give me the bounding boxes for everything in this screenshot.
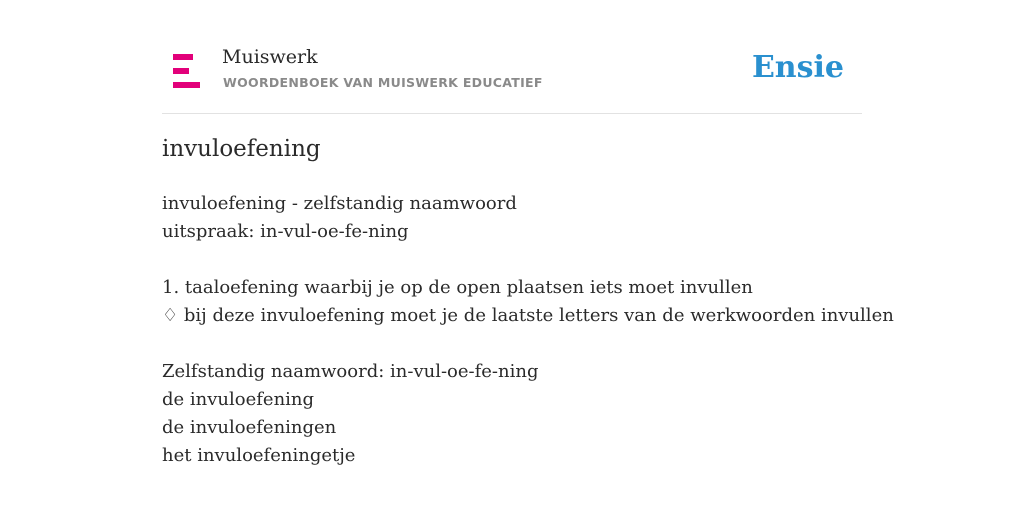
ensie-logo[interactable]: Ensie — [751, 50, 844, 85]
forms-heading: Zelfstandig naamwoord: in-vul-oe-fe-ning — [162, 361, 539, 382]
logo-bar-middle — [173, 68, 189, 74]
pronunciation-line: uitspraak: in-vul-oe-fe-ning — [162, 221, 409, 242]
form-diminutive: het invuloefeningetje — [162, 445, 356, 466]
spacer — [162, 246, 882, 274]
muiswerk-logo-icon[interactable] — [173, 54, 200, 88]
definition-line: 1. taaloefening waarbij je op de open plaatsen iets moet invullen — [162, 277, 753, 298]
header — [162, 0, 862, 114]
part-of-speech-line: invuloefening - zelfstandig naamwoord — [162, 193, 517, 214]
spacer — [162, 330, 882, 358]
logo-bar-bottom — [173, 82, 200, 88]
brand-name[interactable]: Muiswerk — [222, 46, 318, 68]
brand-subtitle: WOORDENBOEK VAN MUISWERK EDUCATIEF — [223, 75, 543, 90]
form-singular: de invuloefening — [162, 389, 315, 410]
page-title: invuloefening — [162, 136, 321, 162]
example-line: ♢ bij deze invuloefening moet je de laatste letters van de werkwoorden invullen — [162, 305, 894, 326]
entry-body — [162, 190, 894, 470]
logo-bar-top — [173, 54, 193, 60]
form-plural: de invuloefeningen — [162, 417, 337, 438]
